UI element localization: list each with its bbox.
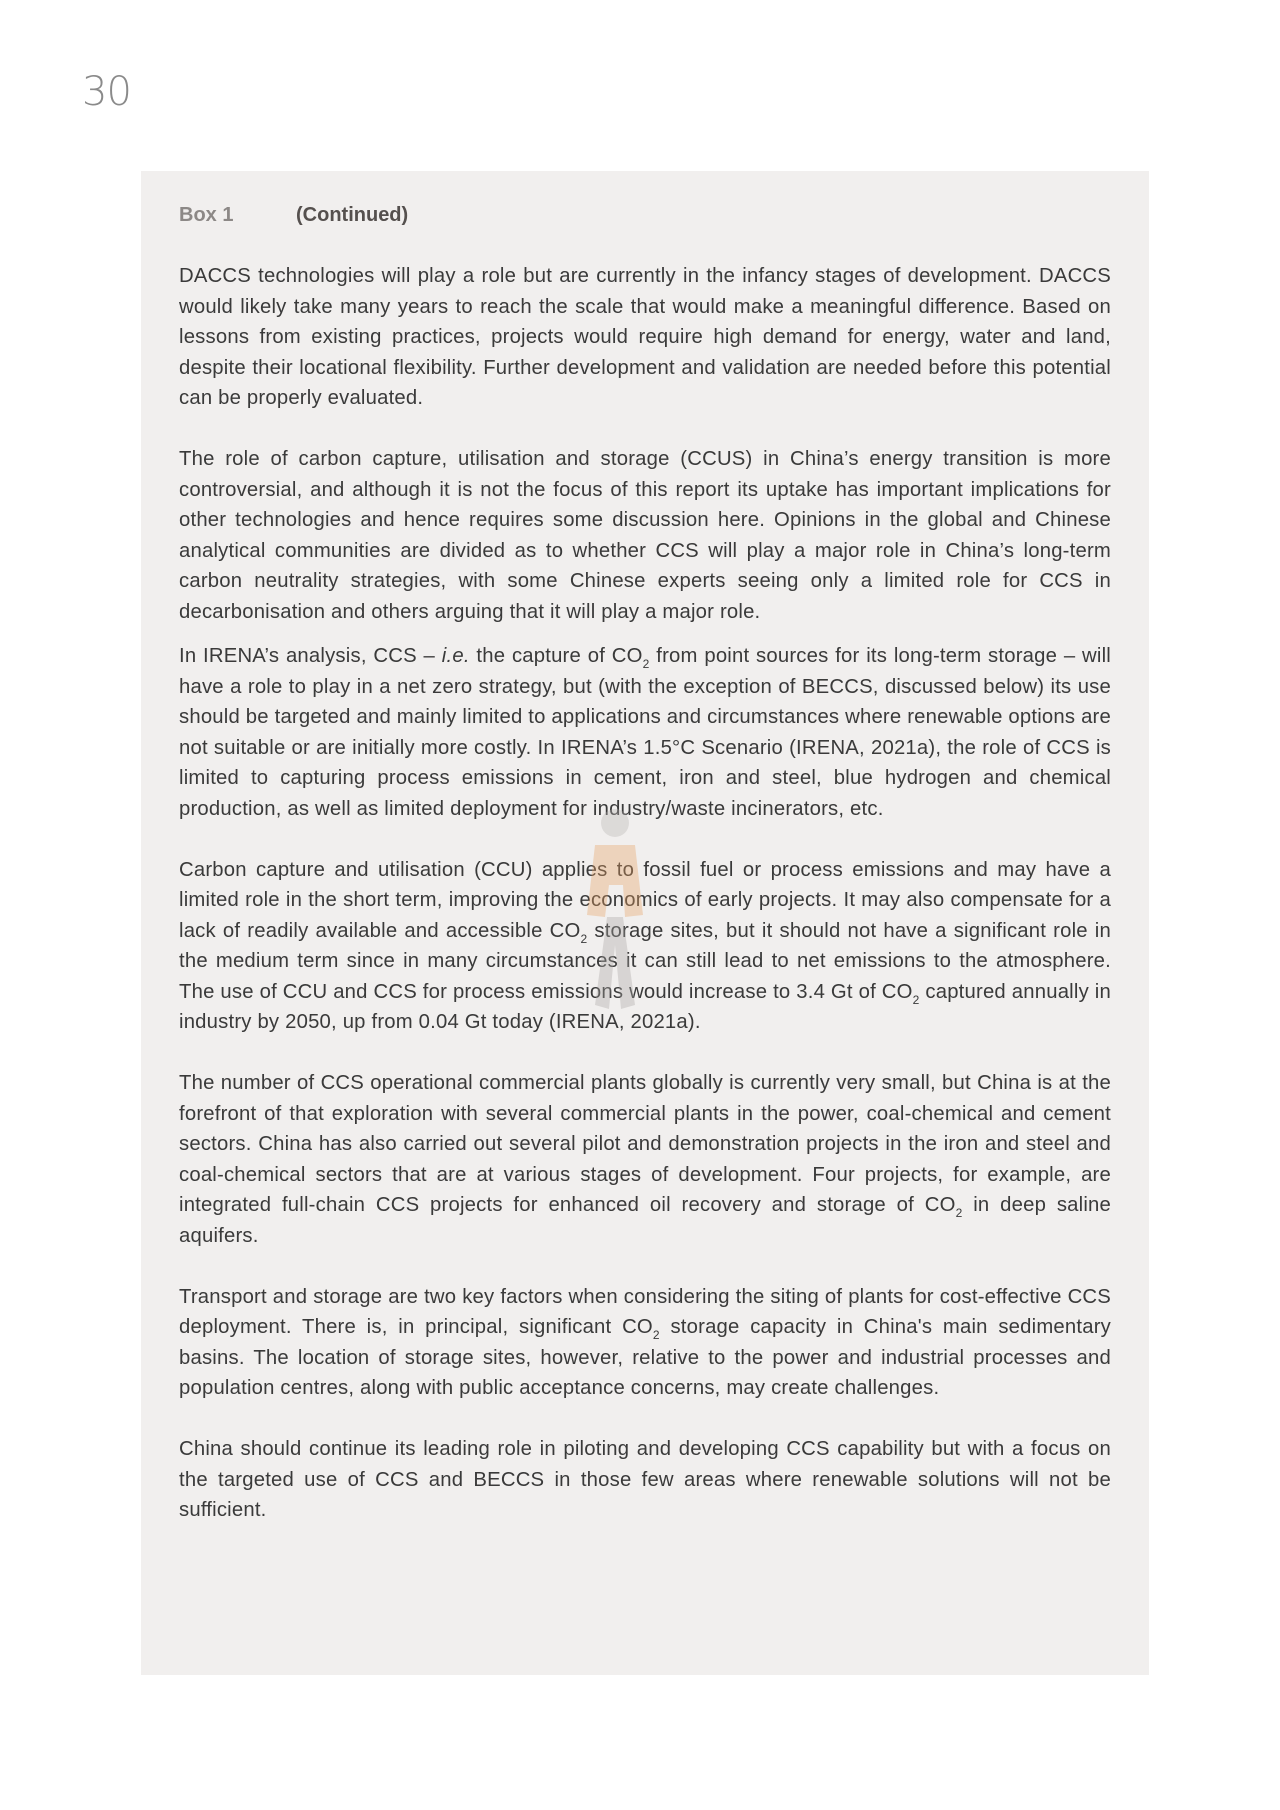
- paragraph-ccs-plants: The number of CCS operational commercial plants globally is currently very small, but China is at the forefront of that exploration with several commercial plants in the power, coal-chemical and cement sectors. China has also carried out several pilot and demonstration projects in the iron and steel and coal-chemical sectors that are at various stages of development. Four projects, for example, are integrated full-chain CCS projects for enhanced oil recovery and storage of $CO_2$ in deep saline aquifers.: [179, 1072, 1112, 1247]
- box-label: Box 1: [179, 204, 234, 226]
- italic-ie: i.e.: [441, 645, 470, 667]
- subscript-2: 2: [652, 1328, 660, 1342]
- box-panel: [141, 171, 1149, 1675]
- paragraph-transport-storage: Transport and storage are two key factors when considering the siting of plants for cost-effective CCS deployment. There is, in principal, significant $CO_2$ storage capacity in China's main sedimentary basins. The location of storage sites, however, relative to the power and industrial processes and population centres, along with public acceptance concerns, may create challenges.: [179, 1285, 1111, 1399]
- paragraph-irena-analysis: In IRENA’s analysis, CCS – i.e. the capture of $CO_2$ from point sources for its long-term storage – will have a role to play in a net zero strategy, but (with the exception of BECCS, discussed below) its use should be targeted and mainly limited to applications and circumstances where renewable options are not suitable or are initially more costly. In IRENA’s 1.5°C Scenario (IRENA, 2021a), the role of CCS is limited to capturing process emissions in cement, iron and steel, blue hydrogen and chemical production, as well as limited deployment for industry/waste incinerators, etc.: [179, 645, 1112, 820]
- subscript-2: 2: [912, 992, 920, 1007]
- box-header: [179, 205, 408, 225]
- subscript-2: 2: [580, 931, 588, 946]
- paragraph-ccu: Carbon capture and utilisation (CCU) applies to fossil fuel or process emissions and may have a limited role in the short term, improving the economics of early projects. It may also compensate for a lack of readily available and accessible $CO_2$ storage sites, but it should not have a significant role in the medium term since in many circumstances it can still lead to net emissions to the atmosphere. The use of CCU and CCS for process emissions would increase to 3.4 Gt of $CO_2$ captured annually in industry by 2050, up from 0.04 Gt today (IRENA, 2021a).: [179, 858, 1111, 1033]
- box-body: [179, 261, 1111, 1526]
- page-number: 30: [82, 69, 131, 115]
- paragraph-conclusion: China should continue its leading role in piloting and developing CCS capability but with a focus on the targeted use of CCS and BECCS in those few areas where renewable solutions will not be sufficient.: [179, 1438, 1111, 1521]
- paragraph-ccus-role: The role of carbon capture, utilisation and storage (CCUS) in China’s energy transition is more controversial, and although it is not the focus of this report its uptake has important implications for other technologies and hence requires some discussion here. Opinions in the global and Chinese analytical communities are divided as to whether CCS will play a major role in China’s long-term carbon neutrality strategies, with some Chinese experts seeing only a limited role for CCS in decarbonisation and others arguing that it will play a major role.: [179, 448, 1111, 623]
- subscript-2: 2: [955, 1206, 963, 1220]
- box-continued-label: (Continued): [296, 204, 409, 226]
- paragraph-daccs: DACCS technologies will play a role but are currently in the infancy stages of development. DACCS would likely take many years to reach the scale that would make a meaningful difference. Based on lessons from existing practices, projects would require high demand for energy, water and land, despite their locational flexibility. Further development and validation are needed before this potential can be properly evaluated.: [179, 265, 1111, 409]
- subscript-2: 2: [642, 657, 650, 671]
